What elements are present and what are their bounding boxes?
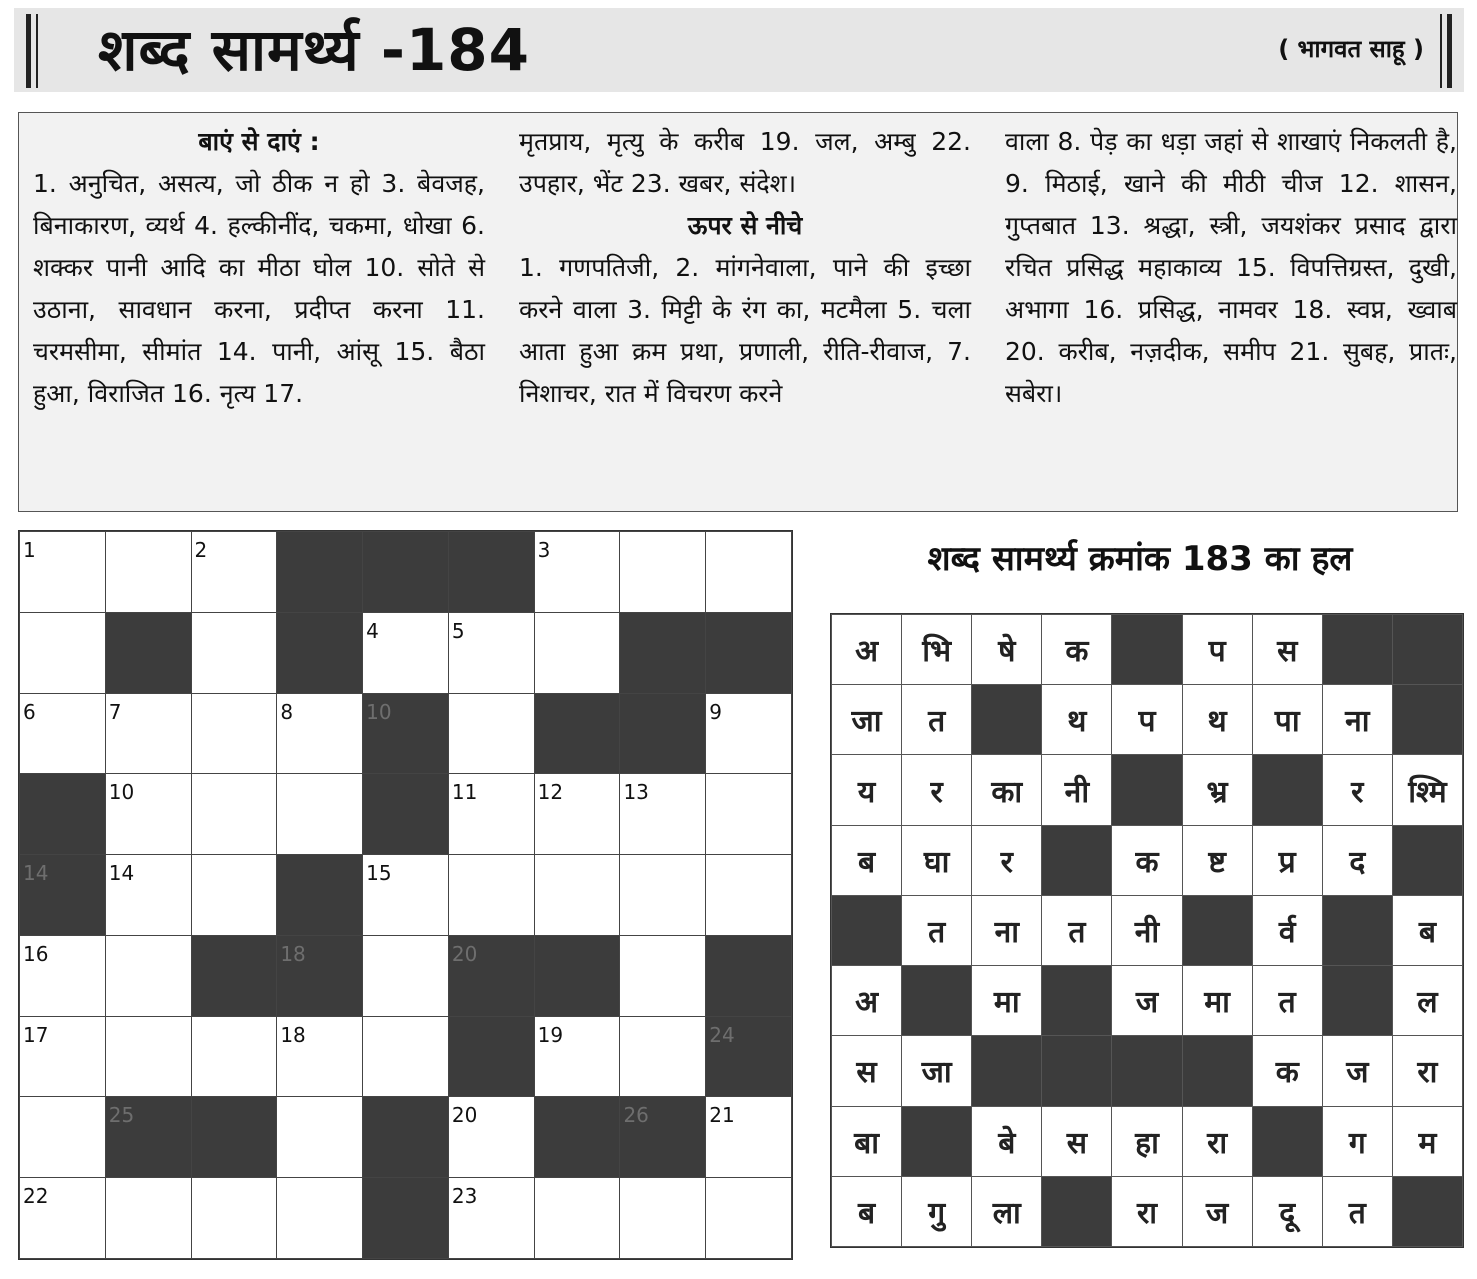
solution-cell-black <box>1041 1176 1112 1247</box>
clue-number: 19 <box>537 1022 564 1047</box>
grid-cell[interactable] <box>448 693 535 775</box>
grid-cell-black <box>19 854 106 936</box>
grid-cell[interactable] <box>191 854 278 936</box>
solution-cell-black <box>1111 1035 1182 1106</box>
grid-cell[interactable] <box>19 1016 106 1098</box>
grid-cell[interactable] <box>19 531 106 613</box>
grid-cell[interactable] <box>448 612 535 694</box>
grid-cell-black <box>276 935 363 1017</box>
solution-cell-black <box>1392 614 1463 685</box>
solution-cell: द <box>1322 825 1393 896</box>
solution-cell-black <box>971 684 1042 755</box>
clue-number: 10 <box>108 780 135 805</box>
solution-cell-black <box>1182 895 1253 966</box>
solution-cell: नी <box>1111 895 1182 966</box>
crossword-grid <box>18 530 793 1260</box>
solution-cell-black <box>1392 1176 1463 1247</box>
solution-cell: अ <box>831 614 902 685</box>
solution-cell: रा <box>1392 1035 1463 1106</box>
clue-number: 12 <box>537 780 564 805</box>
clue-number: 11 <box>451 780 478 805</box>
solution-cell: ब <box>831 825 902 896</box>
solution-cell: ष्ट <box>1182 825 1253 896</box>
clue-number: 21 <box>709 1103 735 1128</box>
grid-cell[interactable] <box>362 854 449 936</box>
solution-cell-black <box>901 965 972 1036</box>
clue-number: 10 <box>366 699 392 724</box>
solution-cell: ब <box>1392 895 1463 966</box>
solution-cell: बे <box>971 1106 1042 1177</box>
grid-cell[interactable] <box>705 1177 792 1259</box>
grid-cell[interactable] <box>448 1177 535 1259</box>
solution-cell-black <box>971 1035 1042 1106</box>
grid-cell-black <box>276 531 363 613</box>
solution-cell-black <box>1392 825 1463 896</box>
grid-cell[interactable] <box>705 531 792 613</box>
header-right-bar <box>1447 14 1452 88</box>
solution-cell-black <box>1182 1035 1253 1106</box>
grid-cell-black <box>448 935 535 1017</box>
grid-cell-black <box>448 531 535 613</box>
solution-cell: मा <box>1182 965 1253 1036</box>
grid-cell[interactable] <box>534 773 621 855</box>
solution-cell: ना <box>971 895 1042 966</box>
solution-cell: भ्र <box>1182 754 1253 825</box>
solution-cell: त <box>1252 965 1323 1036</box>
solution-cell: र्व <box>1252 895 1323 966</box>
solution-cell: ना <box>1322 684 1393 755</box>
grid-cell[interactable] <box>19 1177 106 1259</box>
clues-column-1 <box>33 121 485 415</box>
solution-cell: त <box>901 895 972 966</box>
header-banner <box>14 8 1464 92</box>
solution-cell: पा <box>1252 684 1323 755</box>
clue-number: 20 <box>451 1103 478 1128</box>
author-name: ( भागवत साहू ) <box>1278 35 1424 63</box>
clues-column-2 <box>519 121 971 415</box>
solution-cell: हा <box>1111 1106 1182 1177</box>
grid-cell[interactable] <box>191 531 278 613</box>
solution-cell: षे <box>971 614 1042 685</box>
solution-cell: प <box>1182 614 1253 685</box>
grid-cell-black <box>362 1096 449 1178</box>
down-clues-continued: वाला 8. पेड़ का धड़ा जहां से शाखाएं निकलती है, 9. मिठाई, खाने की मीठी चीज 12. शासन, गुप्तबात 13. श्रद्धा, स्त्री, जयशंकर प्रसाद द्वारा रचित प्रसिद्ध महाकाव्य 15. विपत्तिग्रस्त, दुखी, अभागा 16. प्रसिद्ध, नामवर 18. स्वप्न, ख्वाब 20. करीब, नज़दीक, समीप 21. सुबह, प्रातः, सबेरा। <box>1005 127 1457 408</box>
down-heading: ऊपर से नीचे <box>687 211 803 240</box>
solution-cell: त <box>1041 895 1112 966</box>
grid-cell[interactable] <box>276 773 363 855</box>
grid-cell[interactable] <box>276 1177 363 1259</box>
grid-cell[interactable] <box>534 854 621 936</box>
grid-cell-black <box>105 612 192 694</box>
grid-cell[interactable] <box>276 1016 363 1098</box>
solution-cell: त <box>901 684 972 755</box>
solution-cell: गु <box>901 1176 972 1247</box>
solution-cell: प्र <box>1252 825 1323 896</box>
grid-cell-black <box>362 1177 449 1259</box>
grid-cell-black <box>362 773 449 855</box>
solution-cell: य <box>831 754 902 825</box>
solution-cell-black <box>1392 684 1463 755</box>
solution-cell: त <box>1322 1176 1393 1247</box>
solution-cell-black <box>1322 614 1393 685</box>
solution-cell: नी <box>1041 754 1112 825</box>
solution-cell: ब <box>831 1176 902 1247</box>
solution-cell: क <box>1111 825 1182 896</box>
grid-cell[interactable] <box>619 1016 706 1098</box>
clue-number: 18 <box>280 1022 306 1047</box>
grid-cell-black <box>19 773 106 855</box>
solution-cell: श्मि <box>1392 754 1463 825</box>
grid-cell[interactable] <box>619 531 706 613</box>
grid-cell[interactable] <box>448 1096 535 1178</box>
solution-cell: र <box>1322 754 1393 825</box>
solution-cell: मा <box>971 965 1042 1036</box>
grid-cell[interactable] <box>705 854 792 936</box>
solution-cell: का <box>971 754 1042 825</box>
grid-cell[interactable] <box>191 612 278 694</box>
clue-number: 13 <box>623 780 649 805</box>
solution-grid <box>830 613 1464 1248</box>
solution-cell: रा <box>1182 1106 1253 1177</box>
grid-cell[interactable] <box>362 935 449 1017</box>
solution-cell-black <box>1252 754 1323 825</box>
grid-cell[interactable] <box>448 854 535 936</box>
solution-cell: स <box>1041 1106 1112 1177</box>
grid-cell[interactable] <box>191 1016 278 1098</box>
solution-cell: ल <box>1392 965 1463 1036</box>
solution-cell: अ <box>831 965 902 1036</box>
solution-cell: ज <box>1182 1176 1253 1247</box>
grid-cell[interactable] <box>534 1177 621 1259</box>
header-right-bar-thin <box>1440 14 1442 88</box>
solution-cell-black <box>1041 965 1112 1036</box>
grid-cell-black <box>534 693 621 775</box>
solution-cell: स <box>1252 614 1323 685</box>
solution-cell: म <box>1392 1106 1463 1177</box>
grid-cell[interactable] <box>191 773 278 855</box>
solution-cell: ला <box>971 1176 1042 1247</box>
grid-cell[interactable] <box>705 1096 792 1178</box>
grid-cell-black <box>191 935 278 1017</box>
clue-number: 5 <box>451 618 465 643</box>
across-clues-continued: मृतप्राय, मृत्यु के करीब 19. जल, अम्बु 22. उपहार, भेंट 23. खबर, संदेश। <box>519 127 971 198</box>
grid-cell[interactable] <box>105 693 192 775</box>
clue-number: 16 <box>23 941 49 966</box>
clue-number: 22 <box>23 1184 49 1209</box>
grid-cell[interactable] <box>105 773 192 855</box>
grid-cell[interactable] <box>276 693 363 775</box>
solution-cell: घा <box>901 825 972 896</box>
grid-cell[interactable] <box>534 612 621 694</box>
clue-number: 24 <box>709 1022 735 1047</box>
solution-cell: क <box>1252 1035 1323 1106</box>
grid-cell[interactable] <box>19 1096 106 1178</box>
grid-cell-black <box>448 1016 535 1098</box>
grid-cell[interactable] <box>105 1177 192 1259</box>
solution-cell: ग <box>1322 1106 1393 1177</box>
grid-cell-black <box>105 1096 192 1178</box>
solution-cell: रा <box>1111 1176 1182 1247</box>
solution-cell: थ <box>1182 684 1253 755</box>
grid-cell[interactable] <box>448 773 535 855</box>
clue-number: 15 <box>366 861 392 886</box>
grid-cell[interactable] <box>619 773 706 855</box>
grid-cell[interactable] <box>362 1016 449 1098</box>
clue-number: 14 <box>108 861 135 886</box>
grid-cell-black <box>619 693 706 775</box>
clue-number: 3 <box>537 538 551 562</box>
solution-cell: ज <box>1322 1035 1393 1106</box>
grid-cell[interactable] <box>705 773 792 855</box>
clue-number: 20 <box>451 941 478 966</box>
clues-column-3 <box>1005 121 1457 415</box>
clue-number: 6 <box>23 699 36 724</box>
grid-cell[interactable] <box>534 531 621 613</box>
grid-cell[interactable] <box>619 1177 706 1259</box>
solution-cell-black <box>831 895 902 966</box>
grid-cell[interactable] <box>19 612 106 694</box>
solution-cell-black <box>1322 965 1393 1036</box>
solution-cell: र <box>901 754 972 825</box>
solution-cell: भि <box>901 614 972 685</box>
grid-cell-black <box>191 1096 278 1178</box>
solution-cell: जा <box>831 684 902 755</box>
grid-cell-black <box>534 1096 621 1178</box>
solution-cell-black <box>1252 1106 1323 1177</box>
solution-cell-black <box>1111 754 1182 825</box>
grid-cell[interactable] <box>19 935 106 1017</box>
clue-number: 8 <box>280 699 294 724</box>
clues-panel <box>18 112 1458 512</box>
grid-cell[interactable] <box>534 1016 621 1098</box>
across-heading: बाएं से दाएं : <box>198 127 320 156</box>
solution-cell-black <box>1322 895 1393 966</box>
grid-cell-black <box>276 854 363 936</box>
grid-cell[interactable] <box>105 935 192 1017</box>
grid-cell[interactable] <box>191 693 278 775</box>
clue-number: 7 <box>108 699 122 724</box>
header-left-bar-thin <box>36 14 38 88</box>
grid-cell[interactable] <box>705 693 792 775</box>
grid-cell[interactable] <box>191 1177 278 1259</box>
clue-number: 17 <box>23 1022 49 1047</box>
grid-cell-black <box>619 612 706 694</box>
grid-cell-black <box>619 1096 706 1178</box>
grid-cell-black <box>705 935 792 1017</box>
grid-cell[interactable] <box>619 854 706 936</box>
grid-cell-black <box>705 1016 792 1098</box>
clue-number: 1 <box>23 538 36 562</box>
clue-number: 18 <box>280 941 306 966</box>
grid-cell[interactable] <box>19 693 106 775</box>
clue-number: 26 <box>623 1103 649 1128</box>
grid-cell[interactable] <box>105 1016 192 1098</box>
grid-cell[interactable] <box>362 612 449 694</box>
solution-cell: र <box>971 825 1042 896</box>
clue-number: 9 <box>709 699 722 724</box>
header-left-bar <box>26 14 31 88</box>
clue-number: 23 <box>451 1184 478 1209</box>
clue-number: 4 <box>366 618 379 643</box>
grid-cell-black <box>362 693 449 775</box>
solution-cell-black <box>901 1106 972 1177</box>
page-title: शब्द सामर्थ्य -184 <box>98 16 531 84</box>
grid-cell[interactable] <box>105 854 192 936</box>
solution-cell: जा <box>901 1035 972 1106</box>
solution-cell: ज <box>1111 965 1182 1036</box>
solution-title: शब्द सामर्थ्य क्रमांक 183 का हल <box>927 539 1353 579</box>
solution-cell: क <box>1041 614 1112 685</box>
solution-cell: बा <box>831 1106 902 1177</box>
grid-cell-black <box>362 531 449 613</box>
solution-cell-black <box>1041 1035 1112 1106</box>
solution-cell: थ <box>1041 684 1112 755</box>
solution-cell: दू <box>1252 1176 1323 1247</box>
grid-cell-black <box>534 935 621 1017</box>
grid-cell[interactable] <box>619 935 706 1017</box>
grid-cell-black <box>705 612 792 694</box>
grid-cell-black <box>276 612 363 694</box>
clue-number: 14 <box>23 861 49 886</box>
clue-number: 2 <box>194 538 208 562</box>
solution-cell: प <box>1111 684 1182 755</box>
solution-cell: स <box>831 1035 902 1106</box>
grid-cell[interactable] <box>276 1096 363 1178</box>
down-clues-text: 1. गणपतिजी, 2. मांगनेवाला, पाने की इच्छा करने वाला 3. मिट्टी के रंग का, मटमैला 5. चला आता हुआ क्रम प्रथा, प्रणाली, रीति-रीवाज, 7. निशाचर, रात में विचरण करने <box>519 253 971 408</box>
across-clues-text: 1. अनुचित, असत्य, जो ठीक न हो 3. बेवजह, बिनाकारण, व्यर्थ 4. हल्कीनींद, चकमा, धोखा 6. शक्कर पानी आदि का मीठा घोल 10. सोते से उठाना, सावधान करना, प्रदीप्त करना 11. चरमसीमा, सीमांत 14. पानी, आंसू 15. बैठा हुआ, विराजित 16. नृत्य 17. <box>33 169 485 408</box>
solution-cell-black <box>1111 614 1182 685</box>
clue-number: 25 <box>108 1103 135 1128</box>
grid-cell[interactable] <box>105 531 192 613</box>
solution-cell-black <box>1041 825 1112 896</box>
